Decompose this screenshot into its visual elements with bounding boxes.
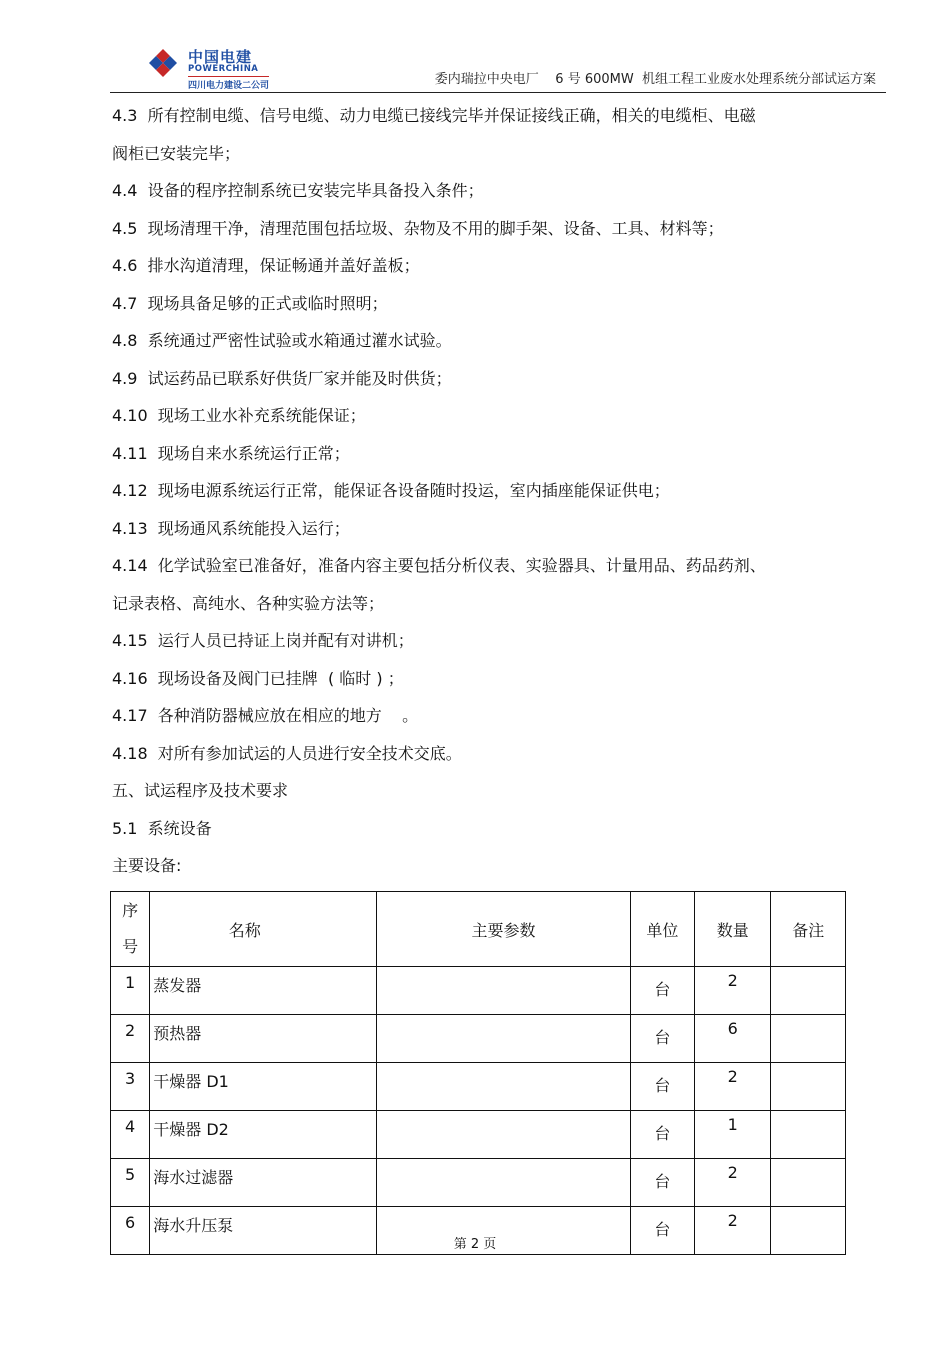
text-line: 4.6 排水沟道清理，保证畅通并盖好盖板； [112,256,420,275]
cell-param [377,967,631,1015]
cell-qty: 6 [695,1015,771,1063]
cell-name: 蒸发器 [150,967,377,1015]
text-line: 4.11 现场自来水系统运行正常； [112,443,350,463]
header-name: 名称 [150,892,377,967]
cell-unit: 台 [630,1111,694,1159]
cell-param [377,1063,631,1111]
cell-name: 干燥器 D2 [150,1111,377,1159]
section-heading: 五、试运程序及技术要求 [112,781,289,800]
header-unit: 单位 [630,892,694,967]
text-line: 4.16 现场设备及阀门已挂牌 ( 临时 ) ； [112,668,404,688]
cell-qty: 2 [695,1207,771,1255]
document-title: 委内瑞拉中央电厂 6 号 600MW 机组工程工业废水处理系统分部试运方案 [434,72,876,87]
text-line: 4.12 现场电源系统运行正常，能保证各设备随时投运，室内插座能保证供电； [112,481,670,500]
table-row [111,1159,846,1207]
subsection-heading: 5.1 系统设备 [112,818,212,838]
cell-qty: 2 [695,1159,771,1207]
cell-no: 3 [111,1063,150,1111]
table-row [111,1015,846,1063]
powerchina-logo-icon [148,48,178,78]
cell-name: 干燥器 D1 [150,1063,377,1111]
header-no [111,892,150,967]
text-line: 4.14 化学试验室已准备好，准备内容主要包括分析仪表、实验器具、计量用品、药品药剂、 [112,556,766,575]
cell-no: 1 [111,967,150,1015]
cell-remark [771,1063,846,1111]
text-line: 4.18 对所有参加试运的人员进行安全技术交底。 [112,743,462,763]
equipment-table [110,891,846,1255]
cell-remark [771,1159,846,1207]
text-line: 4.5 现场清理干净，清理范围包括垃圾、杂物及不用的脚手架、设备、工具、材料等； [112,218,724,238]
text-line: 4.17 各种消防器械应放在相应的地方 。 [112,706,419,725]
cell-no: 5 [111,1159,150,1207]
logo-en-text: POWERCHINA [188,64,259,74]
header-param: 主要参数 [377,892,631,967]
text-line: 4.10 现场工业水补充系统能保证； [112,406,366,425]
cell-remark [771,1015,846,1063]
cell-qty: 2 [695,967,771,1015]
cell-name: 海水升压泵 [150,1207,377,1255]
cell-unit: 台 [630,1015,694,1063]
text-line: 4.7 现场具备足够的正式或临时照明； [112,293,388,313]
cell-unit: 台 [630,1207,694,1255]
text-line: 4.8 系统通过严密性试验或水箱通过灌水试验。 [112,331,452,350]
logo-sub-text: 四川电力建设二公司 [188,76,269,91]
cell-qty: 2 [695,1063,771,1111]
text-line: 4.3 所有控制电缆、信号电缆、动力电缆已接线完毕并保证接线正确，相关的电缆柜、电磁 [112,106,756,125]
cell-no: 2 [111,1015,150,1063]
cell-unit: 台 [630,967,694,1015]
logo-cn-text: 中国电建 [188,48,253,66]
text-line: 4.4 设备的程序控制系统已安装完毕具备投入条件； [112,181,484,200]
text-line: 4.13 现场通风系统能投入运行； [112,518,350,538]
cell-name: 海水过滤器 [150,1159,377,1207]
header-qty: 数量 [695,892,771,967]
cell-remark [771,1111,846,1159]
cell-no: 6 [111,1207,150,1255]
powerchina-logo [148,44,308,90]
table-row [111,1111,846,1159]
page-header [110,38,886,93]
cell-name: 预热器 [150,1015,377,1063]
page-number: 第 2 页 [453,1237,497,1252]
text-line: 阀柜已安装完毕； [112,143,241,163]
table-header-row [111,892,846,967]
cell-unit: 台 [630,1063,694,1111]
text-line: 记录表格、高纯水、各种实验方法等； [112,593,385,613]
document-body [112,97,852,881]
header-remark: 备注 [771,892,846,967]
cell-no: 4 [111,1111,150,1159]
cell-qty: 1 [695,1111,771,1159]
text-line: 4.9 试运药品已联系好供货厂家并能及时供货； [112,368,452,388]
header-no-line2: 号 [122,937,139,956]
cell-param [377,1015,631,1063]
table-row [111,967,846,1015]
cell-param [377,1159,631,1207]
table-caption: 主要设备: [112,856,182,875]
table-row [111,1063,846,1111]
text-line: 4.15 运行人员已持证上岗并配有对讲机； [112,631,414,650]
cell-unit: 台 [630,1159,694,1207]
cell-param [377,1111,631,1159]
cell-remark [771,967,846,1015]
header-no-line1: 序 [122,901,139,920]
